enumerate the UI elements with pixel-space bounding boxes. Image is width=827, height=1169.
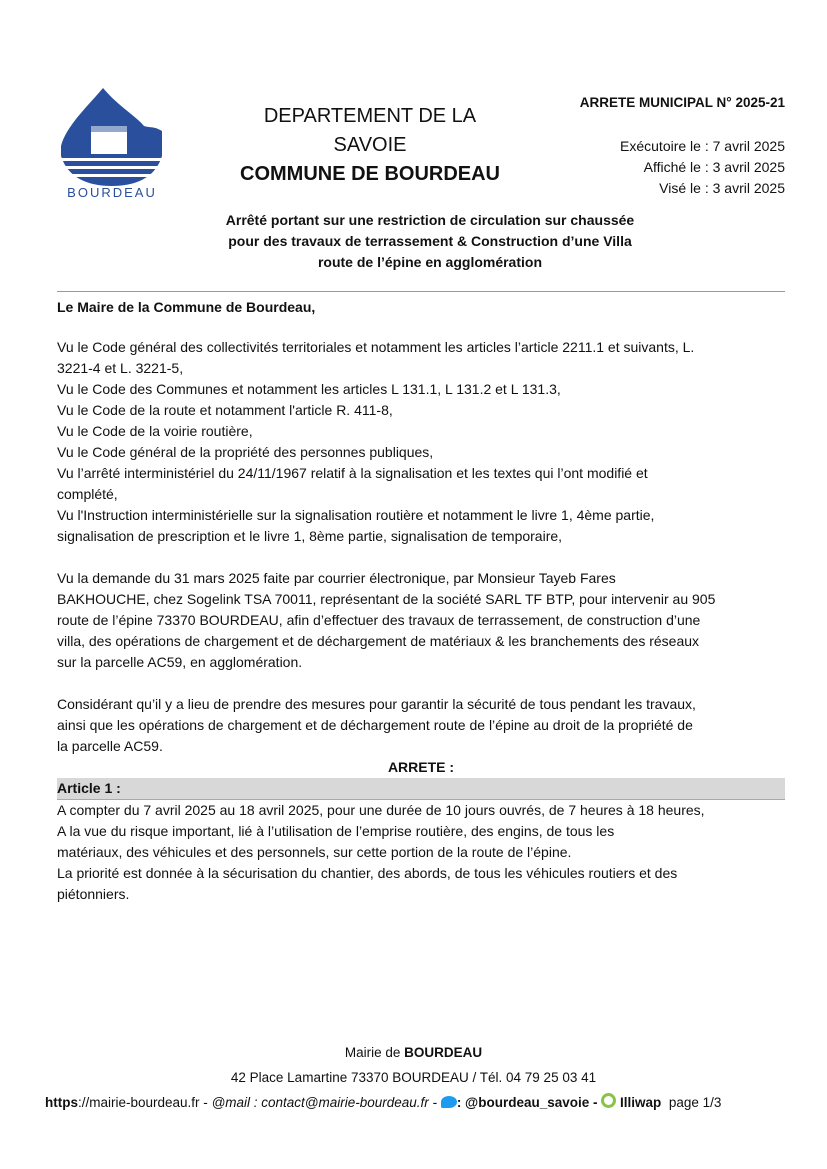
text-line: La priorité est donnée à la sécurisation du chantier, des abords, de tous les véhicules routiers et des: [57, 865, 678, 881]
subject-line: pour des travaux de terrassement & Construction d’une Villa: [228, 233, 632, 249]
divider: [57, 291, 785, 292]
text-line: complété,: [57, 486, 118, 502]
page-number: page 1/3: [668, 1095, 722, 1110]
text-line: A la vue du risque important, lié à l’utilisation de l’emprise routière, des engins, de tous les: [57, 823, 615, 839]
footer-mairie: [0, 1045, 827, 1060]
text-line: ainsi que les opérations de chargement et de déchargement route de l’épine au droit de la propriété de: [57, 717, 693, 733]
text-line: BAKHOUCHE, chez Sogelink TSA 70011, représentant de la société SARL TF BTP, pour intervenir au 905: [57, 591, 716, 607]
text-line: la parcelle AC59.: [57, 738, 163, 754]
footer-address: 42 Place Lamartine 73370 BOURDEAU / Tél. 04 79 25 03 41: [230, 1070, 597, 1085]
department-line2: SAVOIE: [333, 134, 407, 156]
text-line: villa, des opérations de chargement et de déchargement de matériaux & les branchements des réseaux: [57, 633, 700, 649]
text-line: signalisation de prescription et le livre 1, 8ème partie, signalisation de temporaire,: [57, 528, 563, 544]
mail-link[interactable]: @mail : contact@mairie-bourdeau.fr -: [211, 1095, 441, 1110]
text-line: Vu le Code de la route et notamment l'article R. 411-8,: [57, 402, 393, 418]
text-line: Vu l'Instruction interministérielle sur la signalisation routière et notamment le livre 1, 4ème partie,: [57, 507, 655, 523]
text-line: sur la parcelle AC59, en agglomération.: [57, 654, 303, 670]
text-line: Considérant qu’il y a lieu de prendre des mesures pour garantir la sécurité de tous pendant les travaux,: [57, 696, 696, 712]
footer-mairie-name: BOURDEAU: [404, 1045, 483, 1060]
text-line: matériaux, des véhicules et des personnels, sur cette portion de la route de l’épine.: [57, 844, 572, 860]
vu-section: [57, 337, 797, 547]
affiche-date: Affiché le : 3 avril 2025: [643, 159, 785, 175]
text-line: Vu l’arrêté interministériel du 24/11/1967 relatif à la signalisation et les textes qui l’ont modifié et: [57, 465, 648, 481]
text-line: Vu le Code des Communes et notamment les articles L 131.1, L 131.2 et L 131.3,: [57, 381, 561, 397]
text-line: piétonniers.: [57, 886, 130, 902]
demande-section: [57, 568, 797, 673]
arrete-number: ARRETE MUNICIPAL N° 2025-21: [579, 95, 785, 110]
logo-text: BOURDEAU: [67, 185, 157, 200]
text-line: Vu le Code général des collectivités territoriales et notamment les articles l’article 2211.1 et suivants, L.: [57, 339, 695, 355]
illiwap-icon: [601, 1093, 616, 1108]
text-line: Vu le Code général de la propriété des personnes publiques,: [57, 444, 434, 460]
footer-mairie-prefix: Mairie de: [344, 1045, 405, 1060]
commune-name: COMMUNE DE BOURDEAU: [240, 163, 500, 185]
twitter-icon: [441, 1096, 457, 1108]
vise-date: Visé le : 3 avril 2025: [659, 180, 785, 196]
department-block: [210, 102, 530, 189]
text-line: Vu le Code de la voirie routière,: [57, 423, 253, 439]
department-line1: DEPARTEMENT DE LA: [263, 105, 477, 127]
twitter-handle[interactable]: : @bourdeau_savoie -: [456, 1095, 602, 1110]
subject-title: [180, 210, 680, 273]
document-body: [57, 297, 797, 905]
arrete-heading: ARRETE :: [387, 759, 455, 775]
executoire-date: Exécutoire le : 7 avril 2025: [620, 138, 785, 154]
text-line: route de l’épine 73370 BOURDEAU, afin d’effectuer des travaux de terrassement, de construction d’une: [57, 612, 701, 628]
subject-line: Arrêté portant sur une restriction de circulation sur chaussée: [225, 212, 635, 228]
considerant-section: [57, 694, 797, 757]
website-link[interactable]: https://mairie-bourdeau.fr -: [45, 1095, 212, 1110]
illiwap-link[interactable]: Illiwap: [620, 1095, 662, 1110]
intro: Le Maire de la Commune de Bourdeau,: [57, 299, 316, 315]
article1-section: [57, 800, 797, 905]
dates-block: [620, 136, 785, 199]
article1-heading: Article 1 :: [57, 778, 785, 800]
text-line: 3221-4 et L. 3221-5,: [57, 360, 184, 376]
text-line: Vu la demande du 31 mars 2025 faite par courrier électronique, par Monsieur Tayeb Fares: [57, 570, 616, 586]
footer-contacts: [45, 1093, 721, 1110]
text-line: A compter du 7 avril 2025 au 18 avril 2025, pour une durée de 10 jours ouvrés, de 7 heures à 18 heures,: [57, 802, 705, 818]
subject-line: route de l’épine en agglomération: [317, 254, 543, 270]
